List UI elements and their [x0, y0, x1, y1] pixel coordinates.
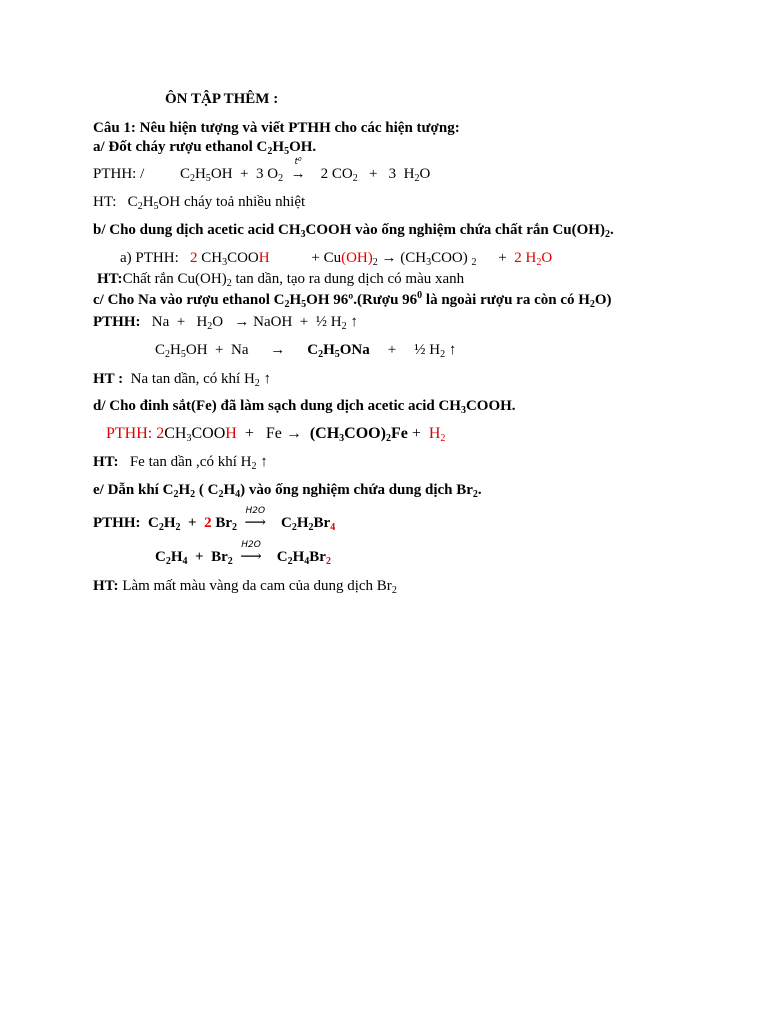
- reaction-condition: t⁰: [294, 157, 302, 167]
- eq-lead: PTHH:: [93, 314, 141, 330]
- page-title: ÔN TẬP THÊM :: [165, 91, 279, 107]
- eq-lead: PTHH: 2: [106, 425, 165, 442]
- section-e-heading: e/ Dẫn khí $C_2H_2$ ( $C_2H_4$) vào ống nghiệm chứa dung dịch $Br_2$.: [93, 482, 482, 500]
- section-d-equation: PTHH: $2CH_3COOH + Fe \to (CH_3COO)_2Fe + H_2$: [106, 425, 446, 444]
- section-b-equation: a) PTHH: 2 $CH_3COOH + Cu(OH)_2 \to (CH_3COO) _2 + 2$ $H_2O$: [120, 250, 553, 268]
- ht-text: cháy toả nhiều nhiệt: [183, 194, 306, 210]
- reaction-condition: H2O: [241, 540, 261, 550]
- section-e-equation-2: $C_2H_4 + Br_2$ H2O ⟶ $C_2H_4Br_2$: [155, 548, 331, 566]
- heading-text: OH 96º.(Rượu 96: [306, 292, 418, 308]
- ht-label: HT :: [93, 371, 124, 387]
- coefficient: 2: [190, 250, 198, 266]
- section-b-heading: b/ Cho dung dịch acetic acid $CH_3COOH$ vào ống nghiệm chứa chất rắn $Cu(OH)_2$.: [93, 222, 614, 240]
- heading-text: vào ống nghiệm chứa dung dịch Br: [248, 482, 473, 498]
- section-e-equation-1: PTHH: $C_2H_2 + 2$ $Br_2$ H2O ⟶ $C_2H_2Br_4$: [93, 514, 335, 532]
- eq-lead: PTHH:: [93, 515, 141, 531]
- heading-text: b/ Cho dung dịch acetic acid CH: [93, 222, 301, 238]
- ht-text: Na tan dần, có khí H: [130, 371, 255, 387]
- reaction-arrow: t⁰ →: [287, 165, 310, 183]
- section-c-equation-2: $C_2H_5OH + Na \to C_2H_5ONa$ + ½ $H_2$ ↑: [155, 342, 457, 360]
- coefficient: 2 H: [514, 250, 537, 266]
- reaction-arrow: H2O ⟶: [245, 514, 267, 532]
- ht-text: Fe tan dần ,có khí H: [129, 454, 252, 470]
- section-a-heading: a/ Đốt cháy rượu ethanol $C_2H_5OH$.: [93, 139, 317, 157]
- eq-lead: PTHH: /: [93, 166, 145, 182]
- section-c-equation-1: PTHH: $Na + H_2O$ → NaOH + ½ $H_2$ ↑: [93, 314, 358, 332]
- eq-lead: a) PTHH:: [120, 250, 179, 266]
- section-e-phenomenon: HT: Làm mất màu vàng da cam của dung dịch $Br_2$: [93, 578, 397, 596]
- ht-text: Chất rắn Cu(OH): [122, 271, 227, 287]
- ht-label: HT:: [93, 578, 119, 594]
- section-a-equation: PTHH: / $C_2H_5OH + 3$ $O_2$ t⁰ → 2 $CO_2 + 3$ $H_2O$: [93, 165, 430, 183]
- section-a-phenomenon: HT: $C_2H_5OH$ cháy toả nhiều nhiệt: [93, 194, 306, 212]
- heading-text: COOH vào ống nghiệm chứa chất rắn Cu(OH): [305, 222, 605, 238]
- ht-text: Làm mất màu vàng da cam của dung dịch Br: [122, 578, 392, 594]
- section-c-heading: c/ Cho Na vào rượu ethanol $C_2H_5OH$ 96º.(Rượu $96^0$ là ngoài rượu ra còn có $H_2O$): [93, 290, 612, 310]
- ht-label: HT:: [93, 194, 117, 210]
- ht-label: HT:: [93, 454, 119, 470]
- heading-text: là ngoài rượu ra còn có H: [425, 292, 590, 308]
- section-b-phenomenon: HT:Chất rắn $Cu(OH)_2$ tan dần, tạo ra dung dịch có màu xanh: [97, 271, 465, 289]
- ht-text: tan dần, tạo ra dung dịch có màu xanh: [235, 271, 465, 287]
- heading-text: e/ Dẫn khí C: [93, 482, 174, 498]
- heading-text: a/ Đốt cháy rượu ethanol C: [93, 139, 268, 155]
- section-c-phenomenon: HT : Na tan dần, có khí $H_2$ ↑: [93, 371, 272, 389]
- reaction-condition: H2O: [245, 506, 266, 516]
- section-d-phenomenon: HT: Fe tan dần ,có khí $H_2$ ↑: [93, 454, 268, 472]
- reaction-arrow: H2O ⟶: [240, 548, 262, 566]
- heading-text: c/ Cho Na vào rượu ethanol C: [93, 292, 285, 308]
- question-1: [93, 119, 460, 137]
- question-label: Câu 1:: [93, 120, 136, 136]
- question-text: Nêu hiện tượng và viết PTHH cho các hiện tượng:: [139, 120, 460, 136]
- section-d-heading: d/ Cho đinh sắt(Fe) đã làm sạch dung dịch acetic acid $CH_3COOH$.: [93, 398, 516, 416]
- heading-text: d/ Cho đinh sắt(Fe) đã làm sạch dung dịch acetic acid CH: [93, 398, 461, 414]
- ht-label: HT:: [97, 271, 123, 287]
